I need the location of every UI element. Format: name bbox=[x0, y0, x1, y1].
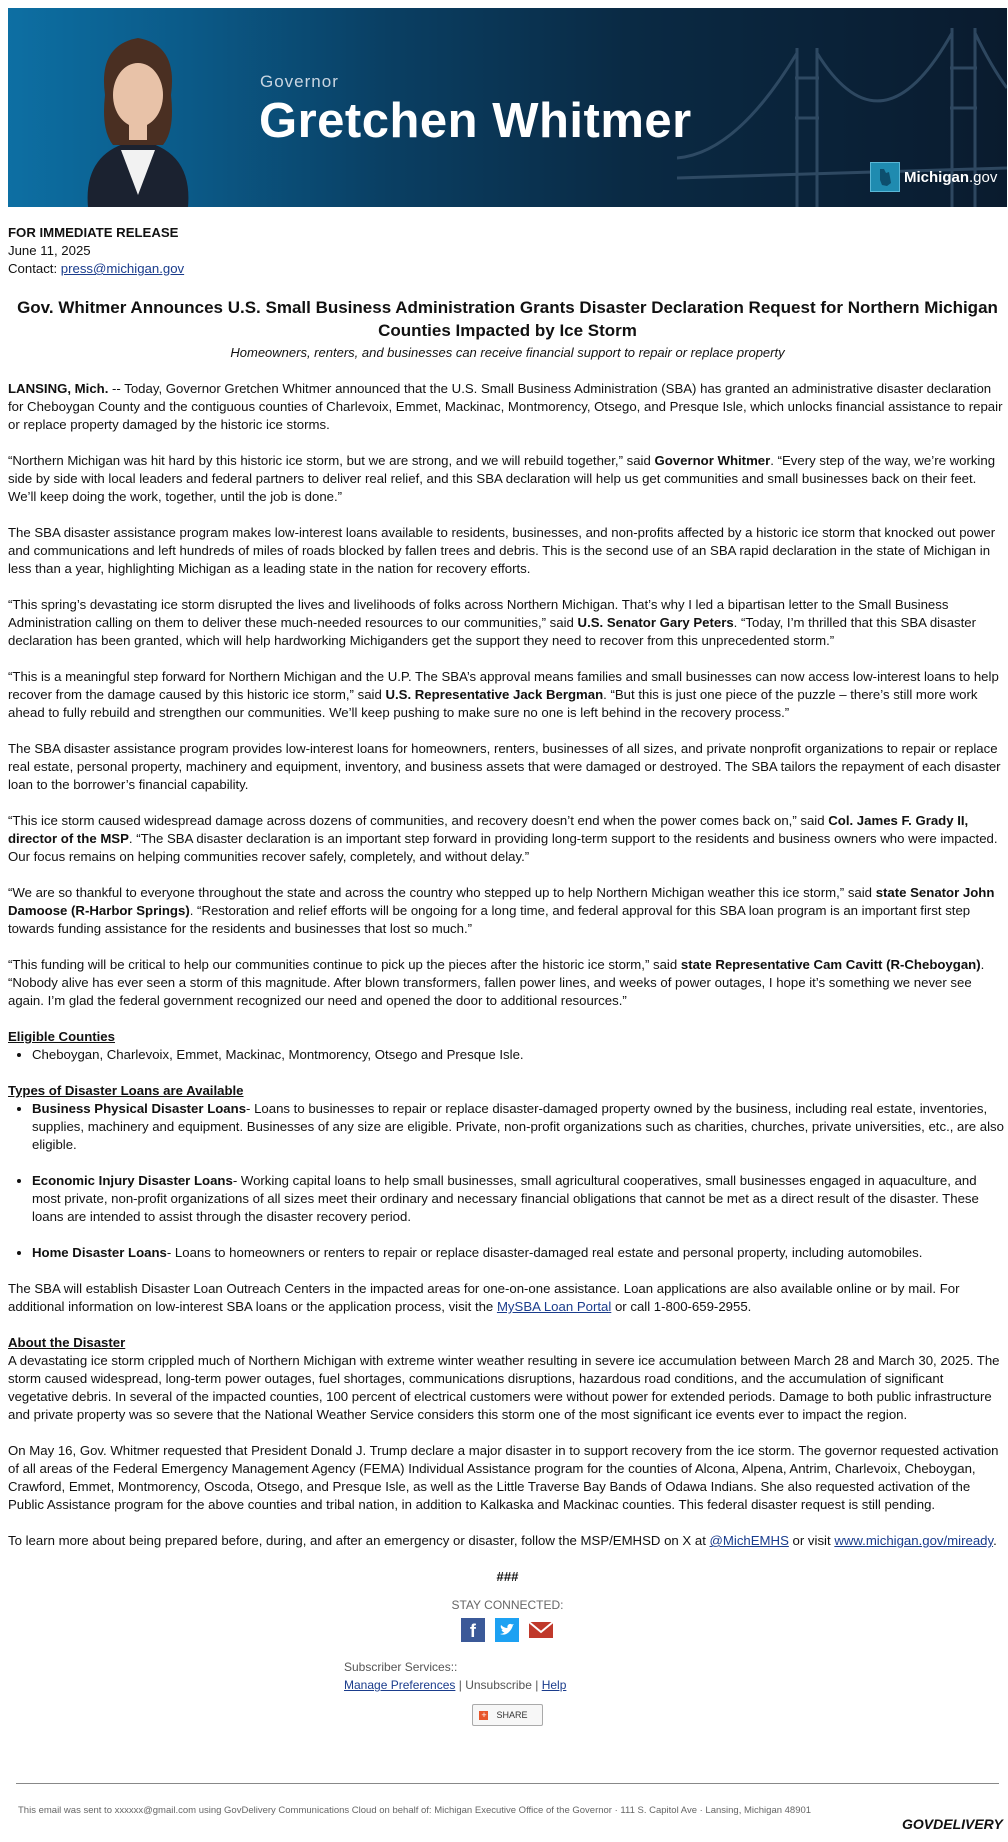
contact-email-link[interactable]: press@michigan.gov bbox=[60, 261, 185, 276]
michemhs-link[interactable]: @MichEMHS bbox=[709, 1533, 789, 1548]
paragraph-preparedness: To learn more about being prepared before, during, and after an emergency or disaster, follow the MSP/EMHSD on X at @MichEMHS or visit www.michigan.gov/miready. bbox=[8, 1533, 997, 1548]
governor-portrait bbox=[63, 20, 213, 207]
contact-label: Contact: bbox=[8, 261, 61, 276]
list-item: • Home Disaster Loans- Loans to homeowners or renters to repair or replace disaster-damaged real estate and personal property, including automobiles. bbox=[32, 1244, 1007, 1262]
contact-line bbox=[8, 260, 1007, 278]
loan-types-heading: Types of Disaster Loans are Available bbox=[8, 1083, 244, 1098]
paragraph-outreach: The SBA will establish Disaster Loan Outreach Centers in the impacted areas for one-on-one assistance. Loan applications are also available online or by mail. For additional information on low-interest SBA loans or the application process, visit the MySBA Loan Portal or call 1-800-659-2955. bbox=[8, 1281, 960, 1314]
share-label: SHARE bbox=[496, 1710, 528, 1720]
site-name-bold: Michigan bbox=[904, 168, 970, 186]
plus-icon: + bbox=[481, 1710, 487, 1720]
paragraph-loans: The SBA disaster assistance program provides low-interest loans for homeowners, renters, businesses of all sizes, and private nonprofit organizations to repair or replace real estate, personal property, machinery and equipment, inventory, and business assets that were damaged or destroyed. The SBA tailors the repayment of each disaster loan to the borrower’s financial capability. bbox=[8, 741, 1001, 792]
governor-banner bbox=[8, 8, 1007, 207]
end-mark: ### bbox=[496, 1569, 519, 1584]
dateline: LANSING, Mich. bbox=[8, 381, 109, 396]
michigan-mitten-icon bbox=[870, 162, 900, 192]
quote-grady: “This ice storm caused widespread damage across dozens of communities, and recovery doesn’t end when the power comes back on,” said Col. James F. Grady II, director of the MSP. “The SBA disaster declaration is an important step forward in providing long-term support to the residents and business owners who were impacted. Our focus remains on helping communities recover safely, completely, and without delay.” bbox=[8, 813, 998, 864]
banner-governor-name: Gretchen Whitmer bbox=[259, 94, 692, 148]
paragraph-about: A devastating ice storm crippled much of Northern Michigan with extreme winter weather resulting in severe ice accumulation between March 28 and March 30, 2025. The storm caused widespread, long-term power outages, fuel shortages, communications disruptions, hazardous road conditions, and the accumulation of significant vegetative debris. In several of the impacted counties, 100 percent of electrical customers were without power for extended periods. Damage to both public infrastructure and private property was so severe that the National Weather Service considers this storm one of the most significant ice events ever to impact the region. bbox=[8, 1353, 1000, 1422]
eligible-counties-list bbox=[8, 1046, 1007, 1064]
unsubscribe-link[interactable]: Unsubscribe bbox=[465, 1678, 532, 1692]
stay-connected-label: STAY CONNECTED: bbox=[451, 1598, 564, 1612]
paragraph-intro: LANSING, Mich. -- Today, Governor Gretchen Whitmer announced that the U.S. Small Business Administration (SBA) has granted an administrative disaster declaration for Cheboygan County and the contiguous counties of Charlevoix, Emmet, Mackinac, Montmorency, Otsego, and Presque Isle, which unlocks financial assistance to repair or replace property damaged by the historic ice storms. bbox=[8, 381, 1003, 432]
eligible-counties-heading: Eligible Counties bbox=[8, 1029, 115, 1044]
headline: Gov. Whitmer Announces U.S. Small Business Administration Grants Disaster Declaration Request for Northern Michigan Counties Impacted by Ice Storm bbox=[17, 298, 998, 340]
subheadline: Homeowners, renters, and businesses can receive financial support to repair or replace property bbox=[230, 345, 785, 360]
mysba-portal-link[interactable]: MySBA Loan Portal bbox=[496, 1299, 612, 1314]
site-name-suffix: .gov bbox=[969, 168, 998, 186]
quote-cavitt: “This funding will be critical to help our communities continue to pick up the pieces after the historic ice storm,” said state Representative Cam Cavitt (R-Cheboygan). “Nobody alive has ever seen a storm of this magnitude. After blown transformers, fallen power lines, and weeks of power outages, I hope it’s something we never see again. I’m glad the federal government recognized our need and opened the door to additional resources.” bbox=[8, 957, 985, 1008]
michigan-gov-logo[interactable] bbox=[870, 162, 997, 192]
miready-link[interactable]: www.michigan.gov/miready bbox=[834, 1533, 994, 1548]
quote-damoose: “We are so thankful to everyone throughout the state and across the country who stepped up to help Northern Michigan weather this ice storm,” said state Senator John Damoose (R-Harbor Springs). “Restoration and relief efforts will be ongoing for a long time, and federal approval for this SBA loan program is an important first step towards funding assistance for the residents and businesses that lost so much.” bbox=[8, 885, 995, 936]
banner-title-small: Governor bbox=[260, 72, 339, 91]
list-item: • Cheboygan, Charlevoix, Emmet, Mackinac, Montmorency, Otsego and Presque Isle. bbox=[32, 1046, 1007, 1064]
help-link[interactable]: Help bbox=[541, 1678, 567, 1692]
quote-peters: “This spring’s devastating ice storm disrupted the lives and livelihoods of folks across Northern Michigan. That’s why I led a bipartisan letter to the Small Business Administration calling on them to deliver these much-needed resources to our communities,” said U.S. Senator Gary Peters. “Today, I’m thrilled that this SBA disaster declaration has been granted, which will help hardworking Michiganders get the support they need to recover from this unprecedented storm.” bbox=[8, 597, 977, 648]
email-icon[interactable] bbox=[528, 1618, 554, 1642]
about-disaster-heading: About the Disaster bbox=[8, 1335, 126, 1350]
paragraph-fema: On May 16, Gov. Whitmer requested that President Donald J. Trump declare a major disaster in to support recovery from the ice storm. The governor requested activation of all areas of the Federal Emergency Management Agency (FEMA) Individual Assistance program for the counties of Alcona, Alpena, Antrim, Charlevoix, Cheboygan, Crawford, Emmet, Montmorency, Oscoda, Otsego, and Presque Isle, as well as the Little Traverse Bay Bands of Odawa Indians. She also requested activation of the Public Assistance program for the above counties and tribal nation, in addition to Kalkaska and Mackinac counties. This federal disaster request is still pending. bbox=[8, 1443, 999, 1512]
release-date: June 11, 2025 bbox=[8, 243, 91, 258]
manage-preferences-link[interactable]: Manage Preferences bbox=[344, 1678, 456, 1692]
facebook-icon[interactable]: f bbox=[461, 1618, 485, 1642]
list-item: • Business Physical Disaster Loans- Loans to businesses to repair or replace disaster-damaged property owned by the business, including real estate, inventories, supplies, machinery and equipment. Businesses of any size are eligible. Private, non-profit organizations such as charities, churches, private universities, etc., are also eligible. bbox=[32, 1100, 1007, 1154]
quote-governor: “Northern Michigan was hit hard by this historic ice storm, but we are strong, and we will rebuild together,” said Governor Whitmer. “Every step of the way, we’re working side by side with local leaders and federal partners to deliver real relief, and this SBA declaration will help us get communities and small businesses back on their feet. We’ll keep doing the work, together, until the job is done.” bbox=[8, 453, 996, 504]
share-button[interactable] bbox=[472, 1704, 542, 1726]
list-item: • Economic Injury Disaster Loans- Working capital loans to help small businesses, small agricultural cooperatives, small businesses engaged in aquaculture, and most private, non-profit organizations of all sizes meet their ordinary and necessary financial obligations that cannot be met as a direct result of the disaster. These loans are intended to assist through the disaster recovery period. bbox=[32, 1172, 1007, 1226]
subscriber-services: Subscriber Services:: Manage Preferences | Unsubscribe | Help bbox=[344, 1658, 1007, 1694]
release-label: FOR IMMEDIATE RELEASE bbox=[8, 225, 179, 240]
loan-types-list bbox=[8, 1100, 1007, 1262]
press-release-body bbox=[8, 224, 1007, 1726]
subscriber-label: Subscriber Services:: bbox=[344, 1660, 458, 1674]
footer-divider bbox=[16, 1783, 999, 1784]
twitter-icon[interactable] bbox=[495, 1618, 519, 1642]
quote-bergman: “This is a meaningful step forward for Northern Michigan and the U.P. The SBA’s approval means families and small businesses can now access low-interest loans to help recover from the damage caused by this historic ice storm,” said U.S. Representative Jack Bergman. “But this is just one piece of the puzzle – there’s still more work ahead to fully rebuild and strengthen our communities. We’ll keep pushing to make sure no one is left behind in the recovery process.” bbox=[8, 669, 999, 720]
govdelivery-logo[interactable]: GOVDELIVERY bbox=[902, 1816, 1003, 1832]
footer-disclaimer: This email was sent to xxxxxx@gmail.com using GovDelivery Communications Cloud on behalf of: Michigan Executive Office of the Governor · 111 S. Capitol Ave · Lansing, Michigan 48901 bbox=[18, 1805, 812, 1816]
paragraph-program: The SBA disaster assistance program makes low-interest loans available to residents, businesses, and non-profits affected by a historic ice storm that knocked out power and communications and left hundreds of miles of roads blocked by fallen trees and debris. This is the second use of an SBA rapid declaration in the state of Michigan in less than a year, highlighting Michigan as a leading state in the nation for recovery efforts. bbox=[8, 525, 996, 576]
social-icons bbox=[8, 1618, 1007, 1642]
